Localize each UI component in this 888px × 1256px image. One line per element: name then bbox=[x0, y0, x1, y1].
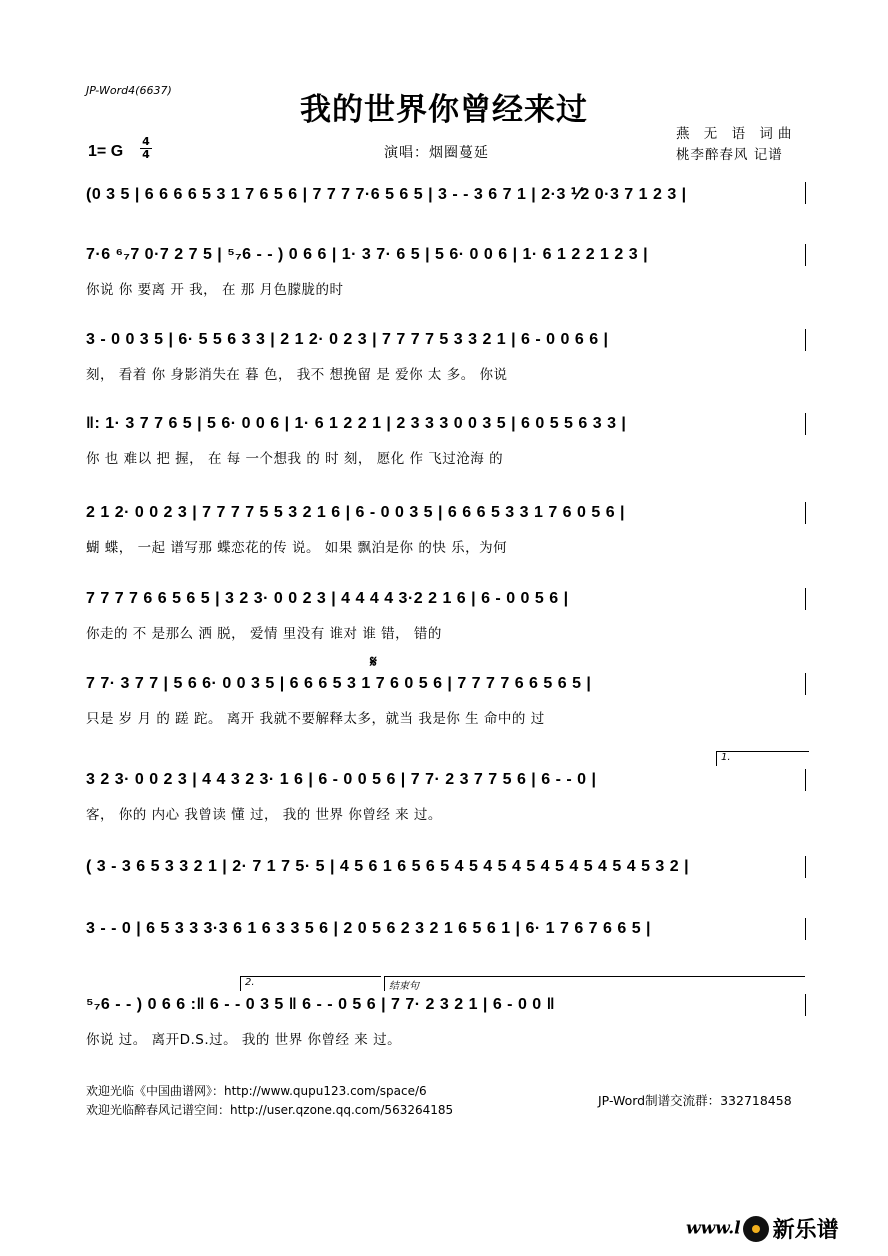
row-end-barline bbox=[805, 769, 806, 791]
score-row bbox=[86, 246, 806, 298]
score-row bbox=[86, 184, 806, 228]
notation-line: ( 3 - 3 6 5 3 3 2 1 | 2· 7 1 7 5· 5 | 4 5 6 1 6 5 6 5 4 5 4 5 4 5 4 5 4 5 4 5 4 5 3 2 | bbox=[86, 858, 690, 875]
row-end-barline bbox=[805, 329, 806, 351]
notation-line: 3 - 0 0 3 5 | 6· 5 5 6 3 3 | 2 1 2· 0 2 3 | 7 7 7 7 5 3 3 2 1 | 6 - 0 0 6 6 | bbox=[86, 331, 609, 348]
row-end-barline bbox=[805, 413, 806, 435]
row-end-barline bbox=[805, 673, 806, 695]
segno-sign: 𝄋 bbox=[370, 652, 377, 671]
row-end-barline bbox=[805, 182, 806, 204]
notation-line: 7 7· 3 7 7 | 5 6 6· 0 0 3 5 | 6 6 6 5 3 1 7 6 0 5 6 | 7 7 7 7 6 6 5 6 5 | bbox=[86, 675, 592, 692]
composer-credit: 燕 无 语 词曲 bbox=[676, 126, 797, 142]
lyric-line: 刻， 看着 你 身影消失在 暮 色， 我不 想挽留 是 爱你 太 多。 你说 bbox=[86, 367, 508, 383]
time-signature bbox=[140, 137, 152, 160]
notation-line: 7 7 7 7 6 6 5 6 5 | 3 2 3· 0 0 2 3 | 4 4 4 4 3·2 2 1 6 | 6 - 0 0 5 6 | bbox=[86, 590, 569, 607]
score-row bbox=[86, 996, 806, 1048]
row-end-barline bbox=[805, 244, 806, 266]
score-row bbox=[86, 858, 806, 902]
score-row bbox=[86, 415, 806, 467]
song-title: 我的世界你曾经来过 bbox=[300, 92, 588, 128]
row-end-barline bbox=[805, 994, 806, 1016]
watermark-name: 新乐谱 bbox=[772, 1218, 839, 1243]
score-row bbox=[86, 771, 806, 823]
score-row bbox=[86, 920, 806, 964]
row-end-barline bbox=[805, 918, 806, 940]
footer-site-link: 欢迎光临《中国曲谱网》：http://www.qupu123.com/space/6 bbox=[86, 1084, 427, 1098]
score-row bbox=[86, 590, 806, 642]
notation-line: 2 1 2· 0 0 2 3 | 7 7 7 7 5 5 3 2 1 6 | 6 - 0 0 3 5 | 6 6 6 5 3 3 1 7 6 0 5 6 | bbox=[86, 504, 626, 521]
notation-line: ⁵₇6 - - ) 0 6 6 :‖ 6 - - 0 3 5 ‖ 6 - - 0 5 6 | 7 7· 2 3 2 1 | 6 - 0 0 ‖ bbox=[86, 996, 556, 1013]
singer-credit: 演唱：烟圈蔓延 bbox=[384, 145, 489, 161]
score-row bbox=[86, 331, 806, 383]
coda-bracket bbox=[384, 976, 805, 991]
vinyl-disc-icon bbox=[743, 1216, 769, 1242]
time-sig-top: 4 bbox=[142, 135, 150, 148]
lyric-line: 你走的 不 是那么 洒 脱， 爱情 里没有 谁对 谁 错， 错的 bbox=[86, 626, 442, 642]
site-watermark bbox=[686, 1213, 839, 1244]
row-end-barline bbox=[805, 502, 806, 524]
volta-2-bracket bbox=[240, 976, 381, 991]
notation-line: 3 - - 0 | 6 5 3 3 3·3 6 1 6 3 3 5 6 | 2 0 5 6 2 3 2 1 6 5 6 1 | 6· 1 7 6 7 6 6 5 | bbox=[86, 920, 652, 937]
lyric-line: 你 也 难以 把 握， 在 每 一个想我 的 时 刻， 愿化 作 飞过沧海 的 bbox=[86, 451, 504, 467]
volta-2-label: 2. bbox=[245, 977, 255, 988]
lyric-line: 你说 过。 离开D.S.过。 我的 世界 你曾经 来 过。 bbox=[86, 1032, 402, 1048]
coda-label: 结束句 bbox=[389, 981, 419, 992]
time-sig-bottom: 4 bbox=[142, 148, 150, 161]
score-row bbox=[86, 504, 806, 556]
lyric-line: 客， 你的 内心 我曾读 懂 过， 我的 世界 你曾经 来 过。 bbox=[86, 807, 442, 823]
score-row bbox=[86, 675, 806, 727]
software-tag: JP-Word4(6637) bbox=[86, 84, 172, 97]
transcriber-credit: 桃李醉春风 记谱 bbox=[676, 147, 783, 163]
volta-1-label: 1. bbox=[721, 752, 731, 763]
notation-line: 7·6 ⁶₇7 0·7 2 7 5 | ⁵₇6 - - ) 0 6 6 | 1· 3 7· 6 5 | 5 6· 0 0 6 | 1· 6 1 2 2 1 2 3 | bbox=[86, 246, 649, 263]
notation-line: 3 2 3· 0 0 2 3 | 4 4 3 2 3· 1 6 | 6 - 0 0 5 6 | 7 7· 2 3 7 7 5 6 | 6 - - 0 | bbox=[86, 771, 597, 788]
notation-line: (0 3 5 | 6 6 6 6 5 3 1 7 6 5 6 | 7 7 7 7·6 5 6 5 | 3 - - 3 6 7 1 | 2·3 ⅟2 0·3 7 1 2 3 | bbox=[86, 186, 687, 203]
row-end-barline bbox=[805, 588, 806, 610]
notation-line: ‖: 1· 3 7 7 6 5 | 5 6· 0 0 6 | 1· 6 1 2 2 1 | 2 3 3 3 0 0 3 5 | 6 0 5 5 6 3 3 | bbox=[86, 415, 627, 432]
row-end-barline bbox=[805, 856, 806, 878]
lyric-line: 蝴 蝶， 一起 谱写那 蝶恋花的传 说。 如果 飘泊是你 的快 乐，为何 bbox=[86, 540, 508, 556]
footer-space-link: 欢迎光临醉春风记谱空间：http://user.qzone.qq.com/563264185 bbox=[86, 1103, 454, 1117]
lyric-line: 只是 岁 月 的 蹉 跎。 离开 我就不要解释太多，就当 我是你 生 命中的 过 bbox=[86, 711, 545, 727]
watermark-url: www.l bbox=[686, 1218, 741, 1239]
volta-1-bracket bbox=[716, 751, 809, 766]
key-signature: 1= G bbox=[88, 143, 124, 160]
lyric-line: 你说 你 要离 开 我， 在 那 月色朦胧的时 bbox=[86, 282, 344, 298]
footer-group-info: JP-Word制谱交流群：332718458 bbox=[598, 1093, 792, 1108]
